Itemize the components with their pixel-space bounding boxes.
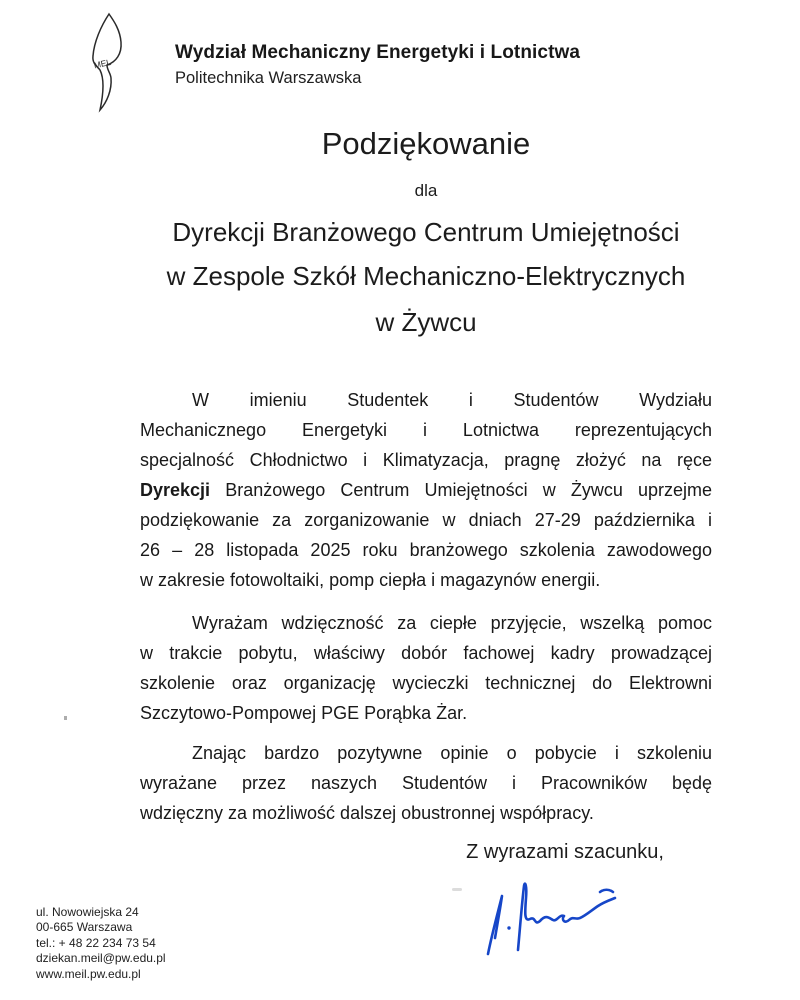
text-line: Znając bardzo pozytywne opinie o pobycie i szkoleniu [192,743,712,763]
text-line: wdzięczny za możliwość dalszej obustronnej współpracy. [140,803,594,823]
paragraph [140,608,712,728]
text-line: Szczytowo-Pompowej PGE Porąbka Żar. [140,703,468,723]
logo-mel-text: MEL [92,56,112,71]
footer-email: dziekan.meil@pw.edu.pl [36,951,166,966]
scan-artifact-smudge [452,888,462,891]
text-line: 26 – 28 listopada 2025 roku branżowego szkolenia zawodowego [140,540,712,560]
recipient-line-3: w Żywcu [375,307,477,337]
paragraph [140,738,712,828]
title-preposition: dla [414,181,438,200]
text-line: w trakcie pobytu, właściwy dobór fachowej kadry prowadzącej [140,643,712,663]
recipient-line-2: w Zespole Szkół Mechaniczno-Elektrycznych [166,261,686,291]
text-line: Dyrekcji Branżowego Centrum Umiejętności w Żywcu uprzejme [140,480,712,500]
body-paragraphs [140,385,712,828]
scan-artifact-dot [64,716,67,720]
text-line: Mechanicznego Energetyki i Lotnictwa reprezentujących [140,420,712,440]
letter-title: Podziękowanie [321,126,531,161]
footer-website: www.meil.pw.edu.pl [36,966,141,981]
recipient-line-1: Dyrekcji Branżowego Centrum Umiejętności [172,217,680,247]
text-line: specjalność Chłodnictwo i Klimatyzacja, pragnę złożyć na ręce [140,450,712,470]
text-line: szkolenie oraz organizację wycieczki technicznej do Elektrowni [140,673,712,693]
footer-phone: tel.: + 48 22 234 73 54 [36,935,156,950]
signature-ink-icon [452,876,622,966]
mel-faculty-logo [84,12,136,114]
paragraph [140,385,712,595]
footer-street: ul. Nowowiejska 24 [36,905,139,919]
text-line: w zakresie fotowoltaiki, pomp ciepła i magazynów energii. [140,570,601,590]
footer-contact-block [36,905,166,982]
closing-salutation: Z wyrazami szacunku, [466,841,664,863]
text-line: wyrażane przez naszych Studentów i Pracowników będę [140,773,712,793]
faculty-name: Wydział Mechaniczny Energetyki i Lotnictwa [175,42,581,63]
handwritten-signature [452,876,622,966]
text-line: podziękowanie za zorganizowanie w dniach 27-29 października i [140,510,712,530]
university-name: Politechnika Warszawska [175,69,362,87]
footer-city: 00-665 Warszawa [36,920,133,935]
lightning-bolt-logo-icon [84,12,136,114]
text-line: Wyrażam wdzięczność za ciepłe przyjęcie, wszelką pomoc [192,613,712,633]
text-line: W imieniu Studentek i Studentów Wydziału [192,390,712,410]
